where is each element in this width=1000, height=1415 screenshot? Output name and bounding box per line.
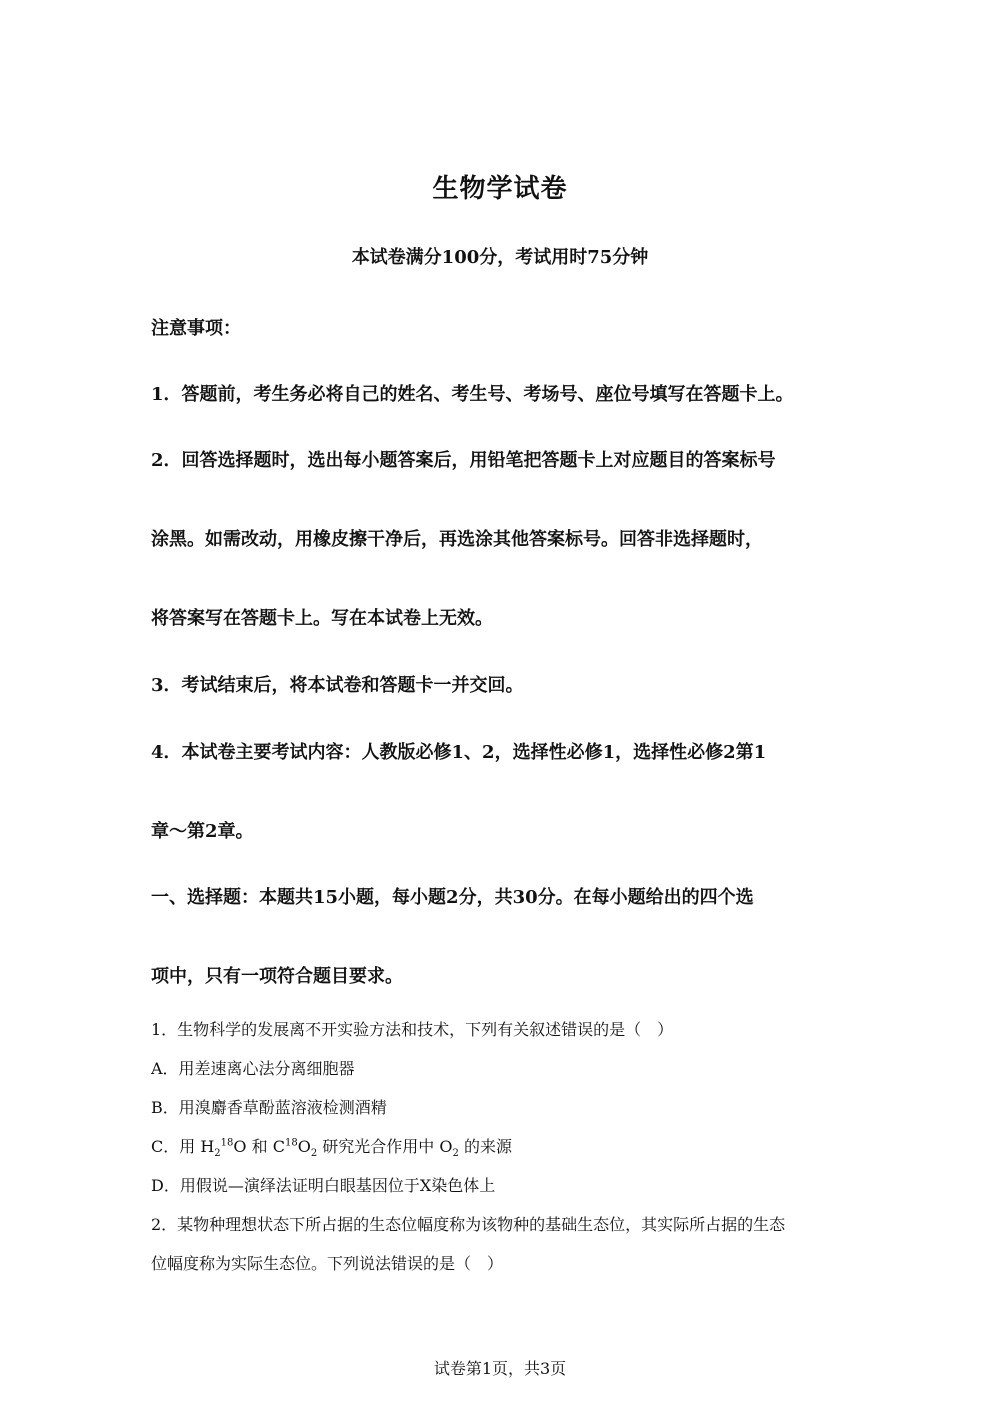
page-footer: 试卷第1页，共3页 — [433, 1359, 567, 1378]
notice-heading: 注意事项： — [151, 318, 241, 339]
notice-item-3: 3．考试结束后，将本试卷和答题卡一并交回。 — [151, 675, 524, 696]
option-c-text: 的来源 — [458, 1137, 512, 1156]
question-1-stem: 1．生物科学的发展离不开实验方法和技术，下列有关叙述错误的是（ ） — [151, 1020, 674, 1039]
superscript: 18 — [220, 1137, 234, 1149]
question-1-option-d: D．用假说—演绎法证明白眼基因位于X染色体上 — [151, 1176, 496, 1195]
notice-item-2-line-1: 2．回答选择题时，选出每小题答案后，用铅笔把答题卡上对应题目的答案标号 — [151, 450, 776, 471]
notice-item-2-line-2: 涂黑。如需改动，用橡皮擦干净后，再选涂其他答案标号。回答非选择题时， — [151, 529, 763, 550]
question-1-option-a: A．用差速离心法分离细胞器 — [151, 1059, 355, 1078]
question-1-option-c — [151, 1134, 512, 1159]
section-heading-line-2: 项中，只有一项符合题目要求。 — [151, 966, 403, 987]
option-c-text: 研究光合作用中 O — [317, 1137, 453, 1156]
option-c-text: O 和 C — [233, 1137, 285, 1156]
subscript: 2 — [310, 1148, 318, 1160]
question-2-stem-line-2: 位幅度称为实际生态位。下列说法错误的是（ ） — [151, 1254, 504, 1273]
notice-item-4-line-2: 章～第2章。 — [151, 821, 254, 842]
subscript: 2 — [452, 1148, 459, 1160]
exam-info: 本试卷满分100分，考试用时75分钟 — [351, 247, 649, 268]
option-c-text: O — [297, 1137, 311, 1156]
section-heading-line-1: 一、选择题：本题共15小题，每小题2分，共30分。在每小题给出的四个选 — [151, 887, 754, 908]
subscript: 2 — [214, 1148, 221, 1160]
notice-item-4-line-1: 4．本试卷主要考试内容：人教版必修1、2，选择性必修1，选择性必修2第1 — [151, 742, 767, 763]
notice-item-1: 1．答题前，考生务必将自己的姓名、考生号、考场号、座位号填写在答题卡上。 — [151, 384, 794, 405]
page-title: 生物学试卷 — [432, 174, 568, 204]
question-1-option-b: B．用溴麝香草酚蓝溶液检测酒精 — [151, 1098, 387, 1117]
question-2-stem-line-1: 2．某物种理想状态下所占据的生态位幅度称为该物种的基础生态位，其实际所占据的生态 — [151, 1215, 786, 1234]
notice-item-2-line-3: 将答案写在答题卡上。写在本试卷上无效。 — [151, 608, 493, 629]
option-c-text: C．用 H — [151, 1137, 215, 1156]
superscript: 18 — [284, 1137, 298, 1149]
